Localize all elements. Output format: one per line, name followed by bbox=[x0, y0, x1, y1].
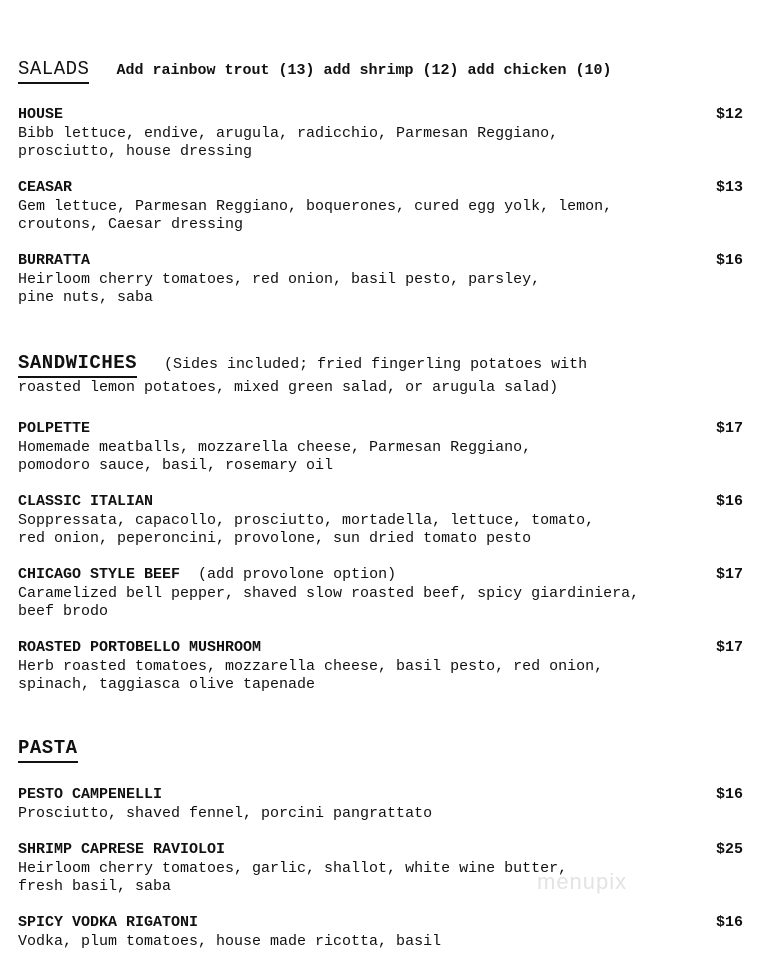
item-price: $16 bbox=[715, 493, 743, 510]
item-description: Caramelized bell pepper, shaved slow roasted beef, spicy giardiniera, bbox=[18, 584, 640, 602]
item-price: $16 bbox=[715, 786, 743, 803]
menu-item-ceasar bbox=[18, 179, 743, 235]
item-description: Prosciutto, shaved fennel, porcini pangrattato bbox=[18, 804, 433, 822]
item-name: CHICAGO STYLE BEEF bbox=[18, 566, 181, 583]
item-description: Herb roasted tomatoes, mozzarella cheese, basil pesto, red onion, bbox=[18, 657, 604, 675]
item-price: $25 bbox=[715, 841, 743, 858]
menu-item-chicago-style-beef bbox=[18, 566, 743, 622]
item-name: BURRATTA bbox=[18, 252, 91, 269]
item-description: Vodka, plum tomatoes, house made ricotta, basil bbox=[18, 932, 442, 950]
item-name: CLASSIC ITALIAN bbox=[18, 493, 154, 510]
sandwiches-sides-note-cont: roasted lemon potatoes, mixed green salad, or arugula salad) bbox=[18, 379, 559, 396]
item-description-cont: pine nuts, saba bbox=[18, 289, 154, 306]
item-option-note: (add provolone option) bbox=[198, 566, 397, 583]
item-description: Gem lettuce, Parmesan Reggiano, boquerones, cured egg yolk, lemon, bbox=[18, 197, 613, 215]
sandwiches-title: SANDWICHES bbox=[18, 352, 137, 378]
item-name: PESTO CAMPENELLI bbox=[18, 786, 163, 803]
item-name: SPICY VODKA RIGATONI bbox=[18, 914, 199, 931]
menu-item-roasted-portobello-mushroom bbox=[18, 639, 743, 695]
item-description-cont: beef brodo bbox=[18, 603, 109, 620]
menu-item-shrimp-caprese-ravioloi bbox=[18, 841, 743, 897]
item-price: $17 bbox=[715, 566, 743, 583]
pasta-title: PASTA bbox=[18, 737, 78, 763]
menu-item-classic-italian bbox=[18, 493, 743, 549]
item-description: Heirloom cherry tomatoes, garlic, shallot, white wine butter, bbox=[18, 859, 568, 877]
item-description: Soppressata, capacollo, prosciutto, mortadella, lettuce, tomato, bbox=[18, 511, 595, 529]
item-description-cont: spinach, taggiasca olive tapenade bbox=[18, 676, 316, 693]
item-description: Heirloom cherry tomatoes, red onion, basil pesto, parsley, bbox=[18, 270, 541, 288]
menu-item-spicy-vodka-rigatoni bbox=[18, 914, 743, 951]
menu-item-polpette bbox=[18, 420, 743, 476]
item-description: Homemade meatballs, mozzarella cheese, Parmesan Reggiano, bbox=[18, 438, 532, 456]
item-price: $13 bbox=[715, 179, 743, 196]
item-price: $17 bbox=[715, 639, 743, 656]
item-name: ROASTED PORTOBELLO MUSHROOM bbox=[18, 639, 262, 656]
item-price: $17 bbox=[715, 420, 743, 437]
watermark-logo: menupix bbox=[537, 869, 628, 894]
item-name: CEASAR bbox=[18, 179, 73, 196]
salads-title: SALADS bbox=[18, 58, 89, 84]
item-description: Bibb lettuce, endive, arugula, radicchio, Parmesan Reggiano, bbox=[18, 124, 559, 142]
item-description-cont: prosciutto, house dressing bbox=[18, 143, 253, 160]
item-description-cont: croutons, Caesar dressing bbox=[18, 216, 244, 233]
item-description-cont: fresh basil, saba bbox=[18, 878, 172, 895]
item-description-cont: red onion, peperoncini, provolone, sun dried tomato pesto bbox=[18, 530, 532, 547]
item-price: $16 bbox=[715, 914, 743, 931]
item-description-cont: pomodoro sauce, basil, rosemary oil bbox=[18, 457, 334, 474]
sandwiches-header bbox=[18, 352, 587, 374]
salads-header bbox=[18, 58, 612, 80]
item-price: $16 bbox=[715, 252, 743, 269]
item-name: SHRIMP CAPRESE RAVIOLOI bbox=[18, 841, 226, 858]
item-name: HOUSE bbox=[18, 106, 64, 123]
menu-item-burratta bbox=[18, 252, 743, 308]
item-price: $12 bbox=[715, 106, 743, 123]
pasta-header bbox=[18, 737, 78, 759]
menu-item-house bbox=[18, 106, 743, 162]
sandwiches-sides-note: (Sides included; fried fingerling potatoes with bbox=[164, 356, 588, 373]
menu-item-pesto-campenelli bbox=[18, 786, 743, 823]
salads-addons-note: Add rainbow trout (13) add shrimp (12) add chicken (10) bbox=[116, 62, 612, 79]
item-name: POLPETTE bbox=[18, 420, 91, 437]
